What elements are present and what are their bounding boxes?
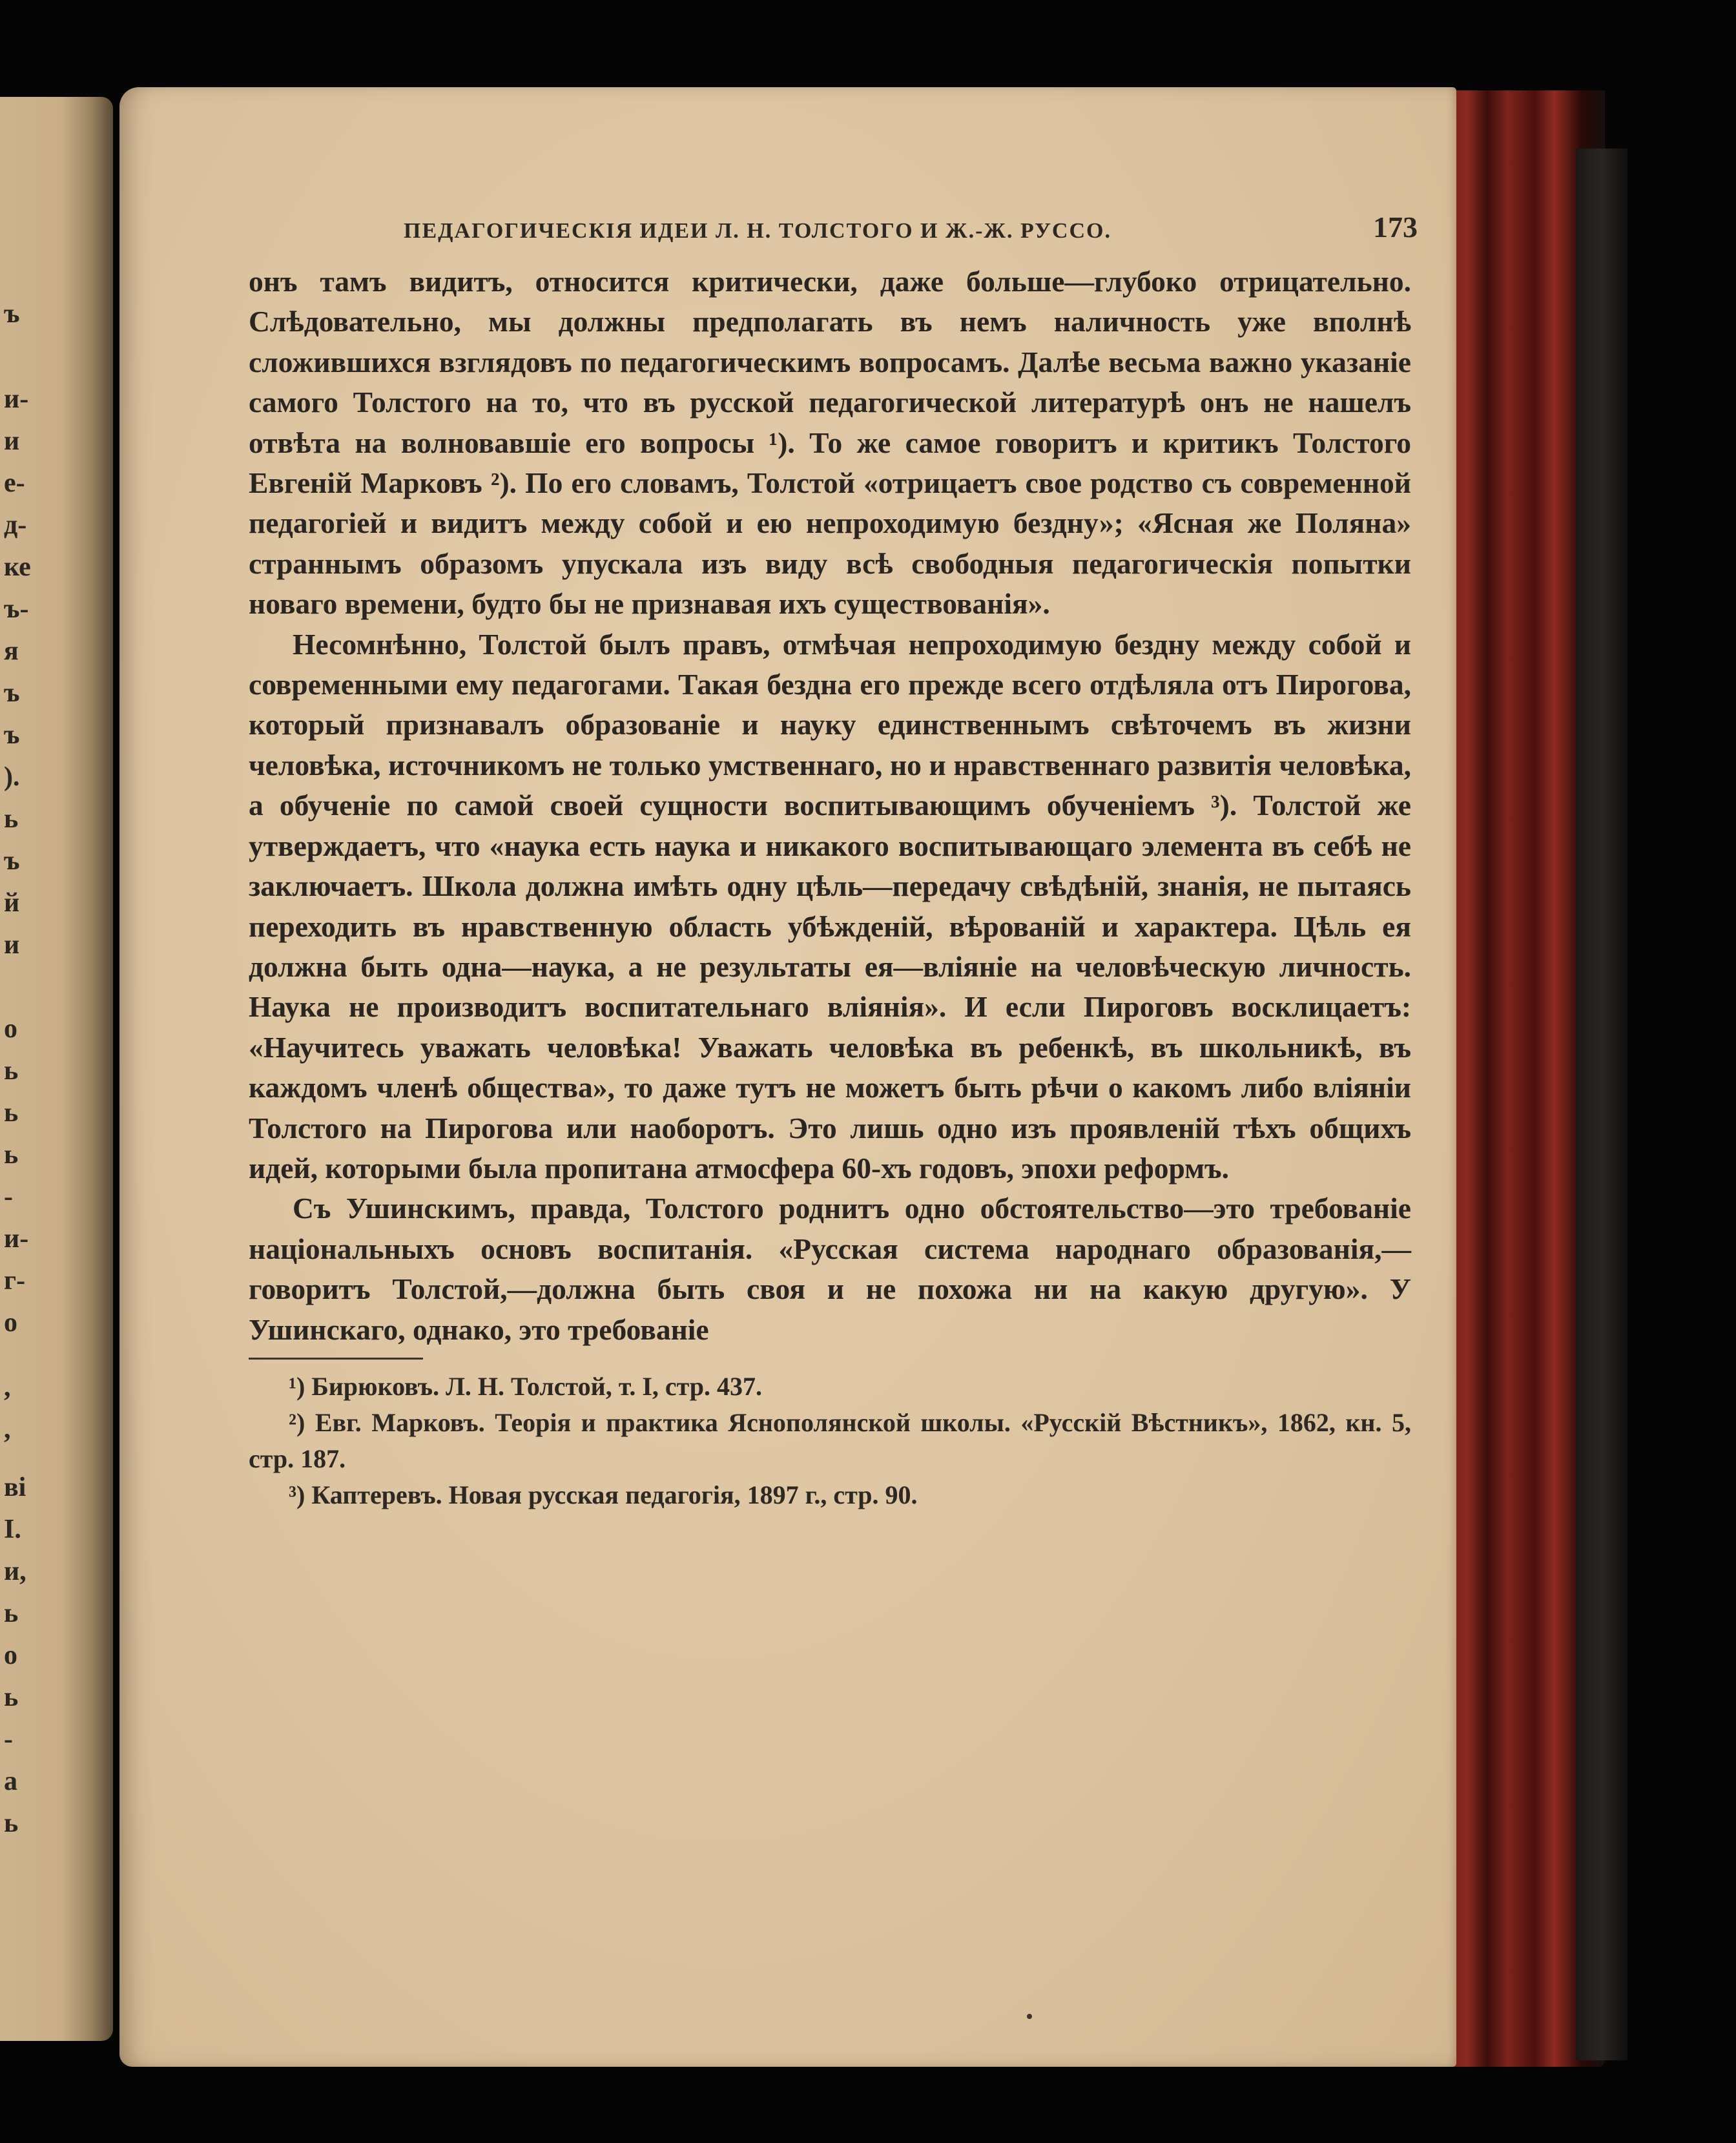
left-page-char: , bbox=[4, 1372, 11, 1402]
left-page-char: о bbox=[4, 1014, 17, 1044]
left-page-char: - bbox=[4, 1724, 13, 1754]
running-head-title: ПЕДАГОГИЧЕСКІЯ ИДЕИ Л. Н. ТОЛСТОГО И Ж.-Ж. РУССО. bbox=[404, 219, 1111, 243]
left-page-char: и bbox=[4, 930, 20, 960]
left-page-char: ь bbox=[4, 1056, 19, 1086]
left-page-char: ъ bbox=[4, 678, 20, 708]
left-page-char: ке bbox=[4, 552, 31, 582]
paragraph: Несомнѣнно, Толстой былъ правъ, отмѣчая непроходимую бездну между собой и современными ему педагогами. Такая бездна его прежде всего отдѣляла отъ Пирогова, который признавалъ образованіе и науку единственнымъ свѣточемъ въ жизни человѣка, источникомъ не только умственнаго, но и нравственнаго развитія человѣка, а обученіе по самой своей сущности воспитывающимъ обученіемъ ³). Толстой же утверждаетъ, что «наука есть наука и никакого воспитывающаго элемента въ себѣ не заключаетъ. Школа должна имѣть одну цѣль—передачу свѣдѣній, знанія, не пытаясь переходить въ нравственную область убѣжденій, вѣрованій и характера. Цѣль ея должна быть одна—наука, а не результаты ея—вліяніе на человѣческую личность. Наука не производитъ воспитательнаго вліянія». И если Пироговъ восклицаетъ: «Научитесь уважать человѣка! Уважать человѣка въ ребенкѣ, въ школьникѣ, въ каждомъ членѣ общества», то даже тутъ не можетъ быть рѣчи о какомъ либо вліяніи Толстого на Пирогова или наоборотъ. Это лишь одно изъ проявленій тѣхъ общихъ идей, которыми была пропитана атмосфера 60-хъ годовъ, эпохи реформъ. bbox=[249, 627, 1411, 1185]
page-number: 173 bbox=[1373, 211, 1418, 243]
left-page-char: ь bbox=[4, 1098, 19, 1128]
left-page-char: ь bbox=[4, 1682, 19, 1712]
page-content bbox=[249, 210, 1418, 1513]
body-text bbox=[249, 262, 1411, 1350]
book-cover-edge bbox=[1576, 149, 1628, 2060]
left-page-char: ь bbox=[4, 1808, 19, 1838]
paragraph: онъ тамъ видитъ, относится критически, даже больше—глубоко отрицательно. Слѣдовательно, мы должны предполагать въ немъ наличность уже вполнѣ сложившихся взглядовъ по педагогическимъ вопросамъ. Далѣе весьма важно указаніе самого Толстого на то, что въ русской педагогической литературѣ онъ не нашелъ отвѣта на волновавшіе его вопросы ¹). То же самое говоритъ и критикъ Толстого Евгеній Марковъ ²). По его словамъ, Толстой «отрицаетъ свое родство съ современной педагогіей и видитъ между собой и ею непроходимую бездну»; «Ясная же Поляна» страннымъ образомъ упускала изъ виду всѣ свободныя педагогическія попытки новаго времени, будто бы не признавая ихъ существованія». bbox=[249, 265, 1411, 621]
left-page-char: ь bbox=[4, 1599, 19, 1628]
running-head bbox=[249, 210, 1418, 262]
footnote: ³) Каптеревъ. Новая русская педагогія, 1897 г., стр. 90. bbox=[289, 1480, 918, 1509]
left-page-char: и bbox=[4, 426, 20, 456]
left-page-char: а bbox=[4, 1766, 17, 1796]
left-page-char: и- bbox=[4, 1224, 29, 1254]
left-page-char: , bbox=[4, 1414, 11, 1444]
left-page-char: ь bbox=[4, 1140, 19, 1170]
footnote: ¹) Бирюковъ. Л. Н. Толстой, т. I, стр. 437. bbox=[289, 1371, 763, 1401]
left-page-char: и, bbox=[4, 1557, 26, 1586]
left-page-char: ъ bbox=[4, 720, 20, 750]
left-page-char: - bbox=[4, 1182, 13, 1212]
footnotes bbox=[249, 1369, 1411, 1513]
left-page-char: ві bbox=[4, 1473, 26, 1502]
book-page bbox=[119, 87, 1456, 2067]
left-page-char: д- bbox=[4, 510, 27, 540]
left-page-char: I. bbox=[4, 1515, 21, 1544]
left-facing-page bbox=[0, 97, 113, 2041]
left-page-char: ъ- bbox=[4, 594, 29, 624]
left-page-char: ). bbox=[4, 762, 20, 792]
footnote: ²) Евг. Марковъ. Теорія и практика Яснополянской школы. «Русскій Вѣстникъ», 1862, кн. 5, стр. 187. bbox=[249, 1407, 1411, 1473]
footnote-divider bbox=[249, 1358, 423, 1360]
paragraph: Съ Ушинскимъ, правда, Толстого роднитъ одно обстоятельство—это требованіе національныхъ основъ воспитанія. «Русская система народнаго образованія,—говоритъ Толстой,—должна быть своя и не похожа ни на какую другую». У Ушинскаго, однако, это требованіе bbox=[249, 1192, 1411, 1346]
left-page-char: е- bbox=[4, 468, 25, 498]
left-page-char: г- bbox=[4, 1266, 26, 1296]
left-page-char: й bbox=[4, 888, 20, 918]
page-speck bbox=[1027, 2014, 1032, 2019]
left-page-char: ь bbox=[4, 804, 19, 834]
left-page-char: о bbox=[4, 1308, 17, 1338]
left-page-char: ъ bbox=[4, 846, 20, 876]
left-page-char: и- bbox=[4, 384, 29, 414]
left-page-char: я bbox=[4, 636, 19, 666]
left-page-char: о bbox=[4, 1641, 17, 1670]
left-page-char: ъ bbox=[4, 299, 20, 329]
